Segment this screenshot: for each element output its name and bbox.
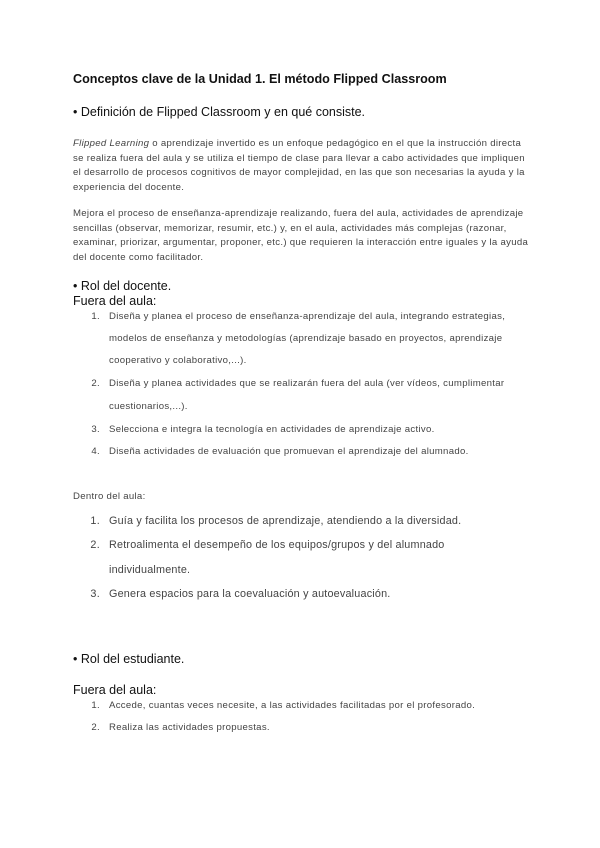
list-item-line: Diseña y planea actividades que se realizarán fuera del aula (ver vídeos, cumplimentar: [109, 378, 505, 389]
list-number: 1.: [91, 700, 100, 711]
teacher-inside-label: Dentro del aula:: [73, 491, 146, 502]
page-title: Conceptos clave de la Unidad 1. El método Flipped Classroom: [73, 72, 447, 86]
section-heading-teacher-role: • Rol del docente.: [73, 279, 172, 293]
student-outside-label: Fuera del aula:: [73, 683, 157, 697]
list-item-line: modelos de enseñanza y metodologías (aprendizaje basado en proyectos, aprendizaje: [109, 333, 503, 344]
paragraph-benefits: [73, 207, 533, 266]
list-item-line: Diseña y planea el proceso de enseñanza-aprendizaje del aula, integrando estrategias,: [109, 311, 506, 322]
list-item-line: Guía y facilita los procesos de aprendizaje, atendiendo a la diversidad.: [109, 515, 462, 527]
list-item-line: cooperativo y colaborativo,...).: [109, 355, 247, 366]
paragraph-definition-text: o aprendizaje invertido es un enfoque pedagógico en el que la instrucción directa se realiza fuera del aula y se utiliza el tiempo de clase para llevar a cabo actividades que impliquen el desarrollo de procesos cognitivos de mayor complejidad, en las que son necesarias la ayuda y la experiencia del docente.: [73, 138, 525, 194]
paragraph-benefits-text: Mejora el proceso de enseñanza-aprendizaje realizando, fuera del aula, actividades de aprendizaje sencillas (observar, memorizar, resumir, etc.) y, en el aula, actividades más complejas (razonar, examinar, priorizar, argumentar, proponer, etc.) que requieren la interacción entre iguales y la ayuda del docente como facilitador.: [73, 208, 529, 264]
section-heading-student-role: • Rol del estudiante.: [73, 652, 185, 666]
list-item-line: Diseña actividades de evaluación que promuevan el aprendizaje del alumnado.: [109, 446, 469, 457]
list-item-line: Realiza las actividades propuestas.: [109, 722, 270, 733]
list-item-line: cuestionarios,...).: [109, 401, 188, 412]
list-number: 3.: [91, 424, 100, 435]
teacher-outside-label: Fuera del aula:: [73, 294, 157, 308]
list-number: 4.: [91, 446, 100, 457]
section-heading-definition: • Definición de Flipped Classroom y en qué consiste.: [73, 105, 366, 119]
list-number: 3.: [90, 588, 100, 600]
list-item-line: Accede, cuantas veces necesite, a las actividades facilitadas por el profesorado.: [109, 700, 476, 711]
list-item-line: Selecciona e integra la tecnología en actividades de aprendizaje activo.: [109, 424, 435, 435]
list-item-line: individualmente.: [109, 564, 191, 576]
list-number: 2.: [91, 722, 100, 733]
paragraph-definition: [73, 137, 533, 196]
list-item-line: Genera espacios para la coevaluación y autoevaluación.: [109, 588, 391, 600]
list-number: 2.: [91, 378, 100, 389]
list-number: 1.: [91, 311, 100, 322]
list-number: 1.: [90, 515, 100, 527]
emphasis-flipped-learning: Flipped Learning: [73, 138, 150, 149]
list-number: 2.: [90, 539, 100, 551]
list-item-line: Retroalimenta el desempeño de los equipos/grupos y del alumnado: [109, 539, 445, 551]
